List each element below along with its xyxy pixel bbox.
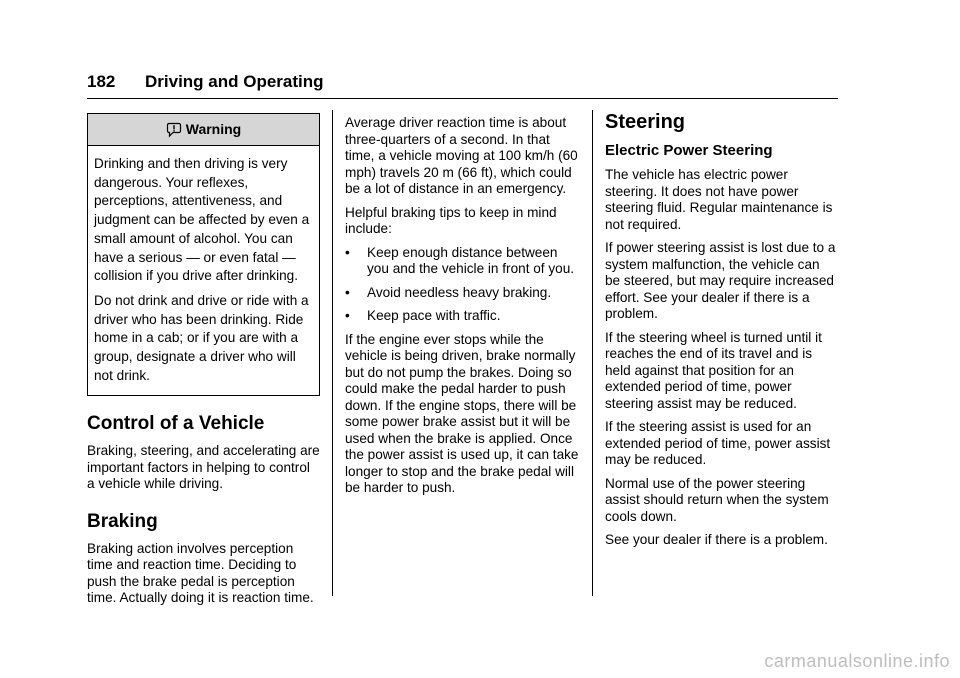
- braking-paragraph: Braking action involves perception time and reaction time. Deciding to push the brake pedal is perception time. Actually doing it is reaction time.: [87, 540, 314, 606]
- eps-subheading: Electric Power Steering: [605, 142, 773, 159]
- list-item-text: Keep enough distance between you and the vehicle in front of you.: [367, 244, 575, 276]
- column-2: [345, 115, 580, 504]
- list-item: [345, 308, 580, 325]
- warning-header: [88, 114, 319, 146]
- page-header: [87, 72, 838, 100]
- steering-paragraph: If the steering wheel is turned until it reaches the end of its travel and is held against that position for an extended period of time, power steering assist may be reduced.: [605, 329, 822, 411]
- bullet: •: [345, 308, 350, 323]
- steering-paragraph: Normal use of the power steering assist should return when the system cools down.: [605, 475, 829, 524]
- section-title: Driving and Operating: [145, 72, 324, 91]
- column-3: [605, 110, 838, 556]
- warning-box: [87, 113, 320, 396]
- column-1: [87, 113, 320, 614]
- list-item: [345, 245, 580, 278]
- steering-paragraph: The vehicle has electric power steering. It does not have power steering fluid. Regular maintenance is not required.: [605, 167, 833, 232]
- control-text: Braking, steering, and accelerating are important factors in helping to control a vehicle while driving.: [87, 443, 320, 492]
- page-number: 182: [87, 72, 116, 91]
- list-item-text: Avoid needless heavy braking.: [367, 284, 552, 300]
- warning-body: [88, 146, 319, 395]
- warning-paragraph: Do not drink and drive or ride with a driver who has been drinking. Ride home in a cab; or if you are with a group, designate a driver who will not drink.: [94, 292, 309, 383]
- bullet: •: [345, 284, 350, 300]
- braking-paragraph: Average driver reaction time is about three-quarters of a second. In that time, a vehicle moving at 100 km/h (60 mph) travels 20 m (66 ft), which could be a lot of distance in an emergency.: [345, 115, 578, 196]
- list-item-text: Keep pace with traffic.: [367, 308, 501, 323]
- steering-paragraph: See your dealer if there is a problem.: [605, 532, 828, 547]
- braking-paragraph: Helpful braking tips to keep in mind include:: [345, 204, 557, 236]
- header-rule: [87, 98, 838, 99]
- braking-heading: Braking: [87, 510, 158, 532]
- steering-heading: Steering: [605, 111, 686, 133]
- braking-paragraph: If the engine ever stops while the vehicle is being driven, brake normally but do not pump the brakes. Doing so could make the pedal harder to push down. If the engine stops, there will be some power brake assist but it will be used when the brake is applied. Once the power assist is used up, it can take longer to stop and the brake pedal will be harder to push.: [345, 331, 579, 495]
- list-item: [345, 285, 580, 302]
- warning-icon: [166, 122, 182, 138]
- watermark: carmanualsonline.info: [764, 651, 950, 671]
- warning-paragraph: Drinking and then driving is very dangerous. Your reflexes, perceptions, attentiveness, and judgment can be affected by even a small amount of alcohol. You can have a serious — or even fatal — collision if you drive after drinking.: [94, 156, 310, 284]
- bullet: •: [345, 244, 350, 260]
- warning-title: Warning: [185, 121, 242, 138]
- braking-tips-list: [345, 245, 580, 325]
- column-divider-1: [332, 110, 333, 596]
- steering-paragraph: If power steering assist is lost due to a system malfunction, the vehicle can be steered, but may require increased effort. See your dealer if there is a problem.: [605, 240, 836, 321]
- control-heading: Control of a Vehicle: [87, 413, 265, 435]
- column-divider-2: [592, 110, 593, 596]
- steering-paragraph: If the steering assist is used for an extended period of time, power assist may be reduced.: [605, 419, 831, 467]
